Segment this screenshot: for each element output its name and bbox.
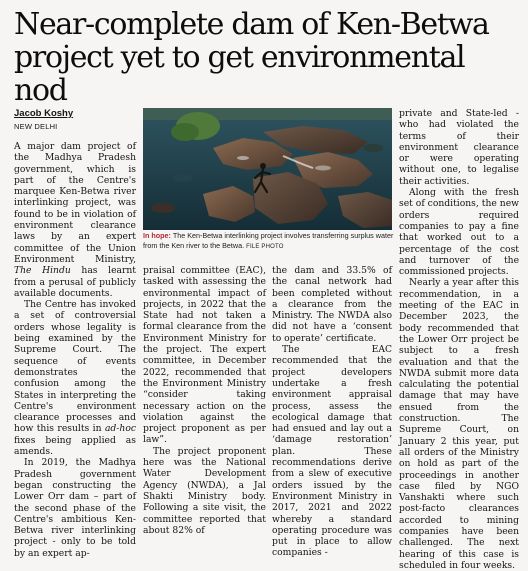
- article-column-3: [272, 265, 392, 559]
- paragraph-text: fixes being applied as amends.: [14, 434, 136, 458]
- paragraph: Along with the fresh set of conditions, the new orders required companies to pay a fine that worked out to a percentage of the cost and turnover of the commissioned projects.: [399, 187, 519, 278]
- paragraph: private and State-led - who had violated the terms of their environment clearance or were operating without one, to legalise their activities.: [399, 108, 519, 187]
- photo-credit: FILE PHOTO: [246, 244, 284, 250]
- article-column-4: [399, 108, 519, 571]
- article-column-2: [143, 265, 266, 536]
- headline: Near-complete dam of Ken-Betwa project yet to get environmental nod: [14, 7, 489, 108]
- paragraph: Nearly a year after this recommendation, in a meeting of the EAC in December 2023, the body recommended that the Lower Orr project be subject to a fresh evaluation and that the NWDA submit more data calculating the potential damage that may have ensued from the construction. The Supreme Court, on January 2 this year, put all orders of the Ministry on hold as part of the proceedings in another case filed by NGO Vanshakti where such post-facto clearances accorded to mining companies have been challenged. The next hearing of this case is scheduled in four weeks.: [399, 277, 519, 571]
- paragraph: In 2019, the Madhya Pradesh government began constructing the Lower Orr dam – part of the second phase of the Centre's ambitious Ken-Betwa river interlinking project - only to be told by an expert ap-: [14, 457, 136, 559]
- paragraph: The EAC recommended that the project developers undertake a fresh environment appraisal process, assess the ecological damage that had ensued and lay out a ‘damage restoration’ plan. These recommendations derive from a slew of executive orders issued by the Environment Ministry in 2017, 2021 and 2022 whereby a standard operating procedure was put in place to allow companies -: [272, 344, 392, 559]
- paragraph-text: has learnt from a perusal of publicly available documents.: [14, 265, 136, 299]
- dam-photo: [143, 108, 392, 230]
- paragraph-text: A major dam project of the Madhya Pradesh government, which is part of the Centre's marquee Ken-Betwa river interlinking project, was found to be in violation of environment clearance laws by an expert committee of the Union Environment Ministry,: [14, 141, 136, 265]
- dateline: NEW DELHI: [14, 122, 58, 131]
- italic-term: ad-hoc: [104, 423, 137, 435]
- photo-caption: [143, 231, 395, 252]
- paragraph: [14, 141, 136, 299]
- paragraph: the dam and 33.5% of the canal network had been completed without a clearance from the Ministry. The NWDA also did not have a ‘consent to operate’ certificate.: [272, 265, 392, 344]
- caption-lead: In hope:: [143, 231, 171, 240]
- caption-text: The Ken-Betwa interlinking project involves transferring surplus water from the Ken river to the Betwa.: [143, 231, 394, 250]
- article-column-1: [14, 141, 137, 559]
- paragraph-text: The Centre has invoked a set of controversial orders whose legality is being examined by the Supreme Court. The sequence of events demonstrates the confusion among the States in interpreting the Centre's environment clearance processes and how this results in: [14, 299, 136, 435]
- byline: Jacob Koshy: [14, 108, 74, 119]
- paragraph: [14, 299, 136, 457]
- dam-photo-image: [143, 108, 392, 230]
- paragraph: praisal committee (EAC), tasked with assessing the environmental impact of projects, in 2022 that the State had not taken a formal clearance from the Environment Ministry for the project. The expert committee, in December 2022, recommended that the Environment Ministry “consider taking necessary action on the violation against the project proponent as per law”.: [143, 265, 266, 446]
- publication-name: The Hindu: [14, 265, 71, 277]
- paragraph: The project proponent here was the National Water Development Agency (NWDA), a Jal Shakti Ministry body. Following a site visit, the committee reported that about 82% of: [143, 445, 266, 536]
